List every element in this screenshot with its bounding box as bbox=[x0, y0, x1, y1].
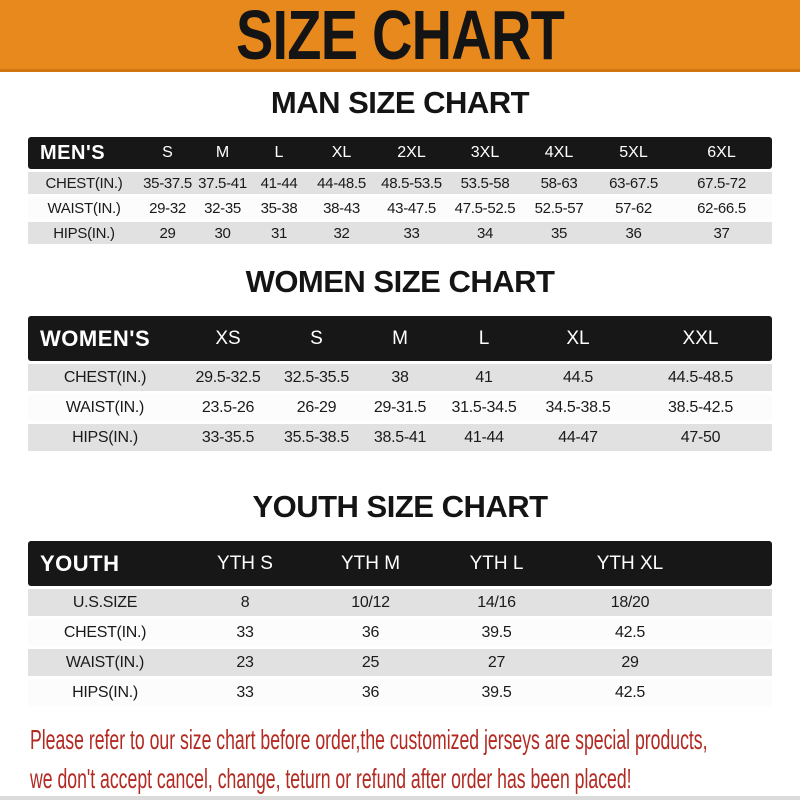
size-column-header: 6XL bbox=[671, 137, 772, 169]
size-cell: 32.5-35.5 bbox=[274, 364, 359, 391]
size-column-header: M bbox=[195, 137, 250, 169]
size-cell: 29 bbox=[560, 649, 700, 676]
header-spacer bbox=[700, 541, 772, 586]
size-cell: 36 bbox=[308, 679, 433, 706]
cell-spacer bbox=[700, 649, 772, 676]
youth-size-table bbox=[28, 538, 772, 709]
women-table-title: WOMEN'S bbox=[28, 316, 182, 361]
size-cell: 44.5 bbox=[527, 364, 629, 391]
men-table-title: MEN'S bbox=[28, 137, 140, 169]
cell-spacer bbox=[700, 589, 772, 616]
size-column-header: YTH S bbox=[182, 541, 308, 586]
men-header-row bbox=[28, 137, 772, 169]
size-cell: 44-47 bbox=[527, 424, 629, 451]
size-cell: 35.5-38.5 bbox=[274, 424, 359, 451]
size-cell: 34.5-38.5 bbox=[527, 394, 629, 421]
size-cell: 41-44 bbox=[441, 424, 527, 451]
size-cell: 52.5-57 bbox=[522, 197, 596, 219]
youth-waist-row bbox=[28, 649, 772, 676]
size-cell: 39.5 bbox=[433, 679, 560, 706]
size-column-header: L bbox=[250, 137, 308, 169]
row-label: U.S.SIZE bbox=[28, 589, 182, 616]
size-cell: 58-63 bbox=[522, 172, 596, 194]
size-cell: 67.5-72 bbox=[671, 172, 772, 194]
row-label: CHEST(IN.) bbox=[28, 619, 182, 646]
size-cell: 63-67.5 bbox=[596, 172, 671, 194]
size-column-header: XL bbox=[527, 316, 629, 361]
size-cell: 47.5-52.5 bbox=[448, 197, 522, 219]
size-cell: 10/12 bbox=[308, 589, 433, 616]
size-cell: 34 bbox=[448, 222, 522, 244]
size-cell: 29-31.5 bbox=[359, 394, 441, 421]
bottom-edge-strip bbox=[0, 796, 800, 800]
cell-spacer bbox=[700, 679, 772, 706]
size-cell: 35-37.5 bbox=[140, 172, 195, 194]
size-cell: 35-38 bbox=[250, 197, 308, 219]
size-cell: 32 bbox=[308, 222, 375, 244]
size-column-header: XXL bbox=[629, 316, 772, 361]
women-section bbox=[0, 265, 800, 454]
size-column-header: 4XL bbox=[522, 137, 596, 169]
size-column-header: 5XL bbox=[596, 137, 671, 169]
row-label: WAIST(IN.) bbox=[28, 394, 182, 421]
size-cell: 33 bbox=[182, 619, 308, 646]
size-chart-banner bbox=[0, 0, 800, 72]
youth-chest-row bbox=[28, 619, 772, 646]
disclaimer-line-1: Please refer to our size chart before order,the customized jerseys are special products, bbox=[30, 724, 708, 755]
row-label: WAIST(IN.) bbox=[28, 649, 182, 676]
size-cell: 36 bbox=[308, 619, 433, 646]
men-section bbox=[0, 86, 800, 247]
men-chest-row bbox=[28, 172, 772, 194]
size-cell: 42.5 bbox=[560, 619, 700, 646]
men-waist-row bbox=[28, 197, 772, 219]
size-cell: 31 bbox=[250, 222, 308, 244]
size-cell: 33 bbox=[375, 222, 448, 244]
size-column-header: 2XL bbox=[375, 137, 448, 169]
size-cell: 43-47.5 bbox=[375, 197, 448, 219]
size-column-header: L bbox=[441, 316, 527, 361]
size-column-header: S bbox=[140, 137, 195, 169]
size-cell: 36 bbox=[596, 222, 671, 244]
men-hips-row bbox=[28, 222, 772, 244]
size-column-header: XS bbox=[182, 316, 274, 361]
size-cell: 31.5-34.5 bbox=[441, 394, 527, 421]
youth-hips-row bbox=[28, 679, 772, 706]
size-cell: 41 bbox=[441, 364, 527, 391]
size-cell: 23 bbox=[182, 649, 308, 676]
youth-ussize-row bbox=[28, 589, 772, 616]
disclaimer bbox=[30, 723, 800, 801]
size-cell: 47-50 bbox=[629, 424, 772, 451]
size-cell: 23.5-26 bbox=[182, 394, 274, 421]
size-cell: 39.5 bbox=[433, 619, 560, 646]
size-cell: 14/16 bbox=[433, 589, 560, 616]
men-section-heading: MAN SIZE CHART bbox=[270, 85, 530, 120]
size-cell: 38.5-41 bbox=[359, 424, 441, 451]
size-column-header: YTH M bbox=[308, 541, 433, 586]
size-cell: 8 bbox=[182, 589, 308, 616]
youth-header-row bbox=[28, 541, 772, 586]
youth-table-title: YOUTH bbox=[28, 541, 182, 586]
row-label: WAIST(IN.) bbox=[28, 197, 140, 219]
size-cell: 30 bbox=[195, 222, 250, 244]
women-section-heading: WOMEN SIZE CHART bbox=[245, 264, 555, 299]
cell-spacer bbox=[700, 619, 772, 646]
size-cell: 37 bbox=[671, 222, 772, 244]
size-cell: 48.5-53.5 bbox=[375, 172, 448, 194]
size-cell: 37.5-41 bbox=[195, 172, 250, 194]
size-column-header: YTH L bbox=[433, 541, 560, 586]
size-cell: 32-35 bbox=[195, 197, 250, 219]
women-header-row bbox=[28, 316, 772, 361]
women-size-table bbox=[28, 313, 772, 454]
women-hips-row bbox=[28, 424, 772, 451]
size-cell: 35 bbox=[522, 222, 596, 244]
size-cell: 53.5-58 bbox=[448, 172, 522, 194]
size-cell: 29 bbox=[140, 222, 195, 244]
men-size-table bbox=[28, 134, 772, 247]
youth-section-heading: YOUTH SIZE CHART bbox=[252, 489, 548, 524]
size-cell: 38-43 bbox=[308, 197, 375, 219]
size-cell: 18/20 bbox=[560, 589, 700, 616]
size-cell: 38 bbox=[359, 364, 441, 391]
size-column-header: M bbox=[359, 316, 441, 361]
women-waist-row bbox=[28, 394, 772, 421]
size-cell: 44-48.5 bbox=[308, 172, 375, 194]
size-cell: 29-32 bbox=[140, 197, 195, 219]
size-cell: 41-44 bbox=[250, 172, 308, 194]
youth-section bbox=[0, 490, 800, 709]
size-cell: 57-62 bbox=[596, 197, 671, 219]
size-cell: 33 bbox=[182, 679, 308, 706]
disclaimer-line-2: we don't accept cancel, change, teturn or refund after order has been placed! bbox=[30, 763, 632, 794]
row-label: HIPS(IN.) bbox=[28, 424, 182, 451]
size-cell: 27 bbox=[433, 649, 560, 676]
size-column-header: S bbox=[274, 316, 359, 361]
banner-title: SIZE CHART bbox=[236, 0, 564, 74]
size-cell: 25 bbox=[308, 649, 433, 676]
size-cell: 29.5-32.5 bbox=[182, 364, 274, 391]
row-label: CHEST(IN.) bbox=[28, 364, 182, 391]
size-column-header: XL bbox=[308, 137, 375, 169]
size-cell: 62-66.5 bbox=[671, 197, 772, 219]
size-cell: 26-29 bbox=[274, 394, 359, 421]
row-label: HIPS(IN.) bbox=[28, 679, 182, 706]
size-column-header: YTH XL bbox=[560, 541, 700, 586]
size-cell: 44.5-48.5 bbox=[629, 364, 772, 391]
row-label: HIPS(IN.) bbox=[28, 222, 140, 244]
row-label: CHEST(IN.) bbox=[28, 172, 140, 194]
size-cell: 33-35.5 bbox=[182, 424, 274, 451]
size-column-header: 3XL bbox=[448, 137, 522, 169]
size-cell: 42.5 bbox=[560, 679, 700, 706]
women-chest-row bbox=[28, 364, 772, 391]
size-cell: 38.5-42.5 bbox=[629, 394, 772, 421]
